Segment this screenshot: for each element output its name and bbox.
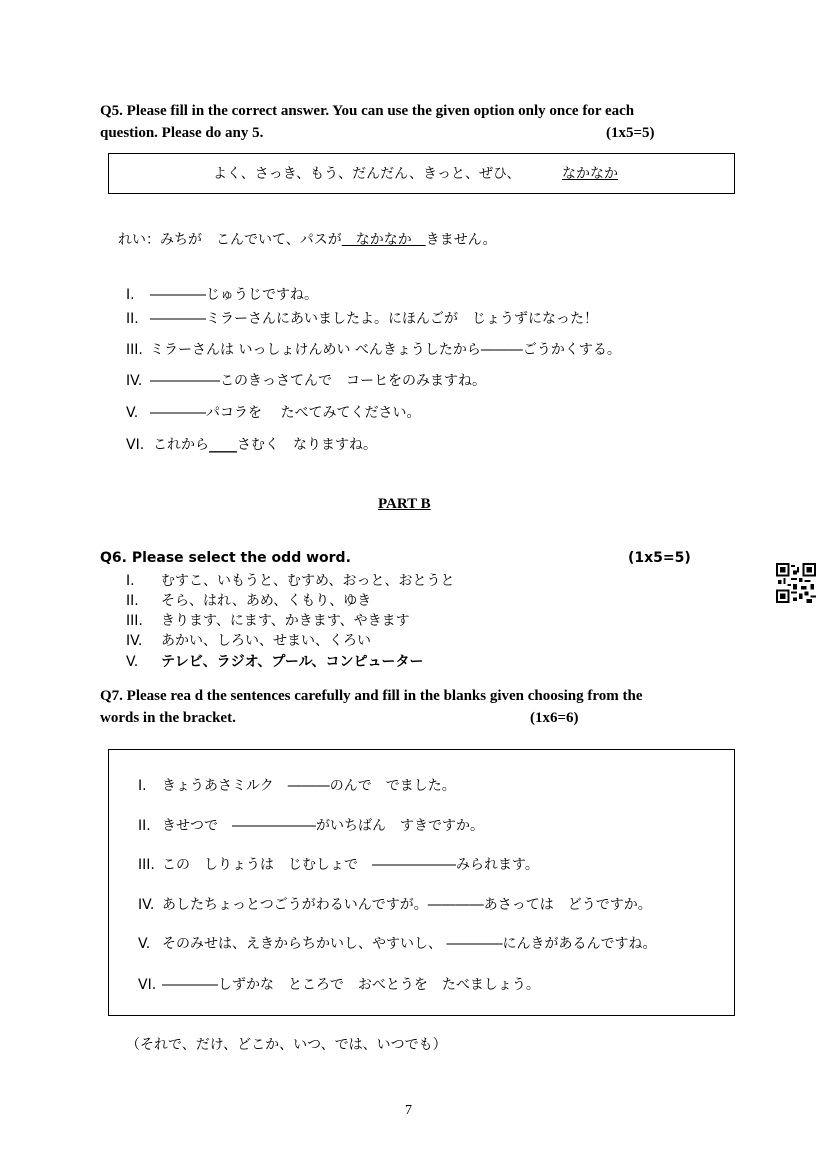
q5-item-6 [126,434,377,454]
q7-sentences-box [108,749,735,1016]
item-text: きります、にます、かきます、やきます [161,613,410,629]
q5-example-prefix: れい：みちが こんでいて、パスが [118,232,342,248]
item-number: II. [138,818,151,834]
q6-item-4 [126,630,371,650]
q5-item-5 [126,402,420,422]
q6-item-3 [126,610,410,630]
q7-bracket-words: （それで、だけ、どこか、いつ、では、いつでも） [126,1037,447,1053]
item-number: II. [126,593,139,609]
item-number: II. [126,311,139,327]
q5-heading-line1: Q5. Please fill in the correct answer. You can use the given option only once for each [100,103,635,119]
item-text: むすこ、いもうと、むすめ、おっと、おとうと [161,573,455,589]
q5-options: よく、さっき、もう、だんだん、きっと、ぜひ、 [213,166,521,182]
item-number: I. [126,573,135,589]
q6-item-5 [126,651,424,671]
q5-item-1 [126,284,318,304]
item-text: きょうあさミルク ―――のんで でました。 [162,778,456,794]
item-text: この しりょうは じむしょで ――――――みられます。 [162,857,539,873]
part-b-heading: PART B [378,496,431,512]
q5-example [118,229,497,249]
item-number: I. [138,778,147,794]
item-text: ――――しずかな ところで おべとうを たべましょう。 [162,977,540,993]
q5-options-box [108,153,735,194]
item-number: IV. [138,897,155,913]
q7-item-2 [138,815,484,835]
q6-marks: (1x5=5) [628,550,691,566]
item-text: きせつで ――――――がいちばん すきですか。 [162,818,484,834]
item-number: I. [126,287,135,303]
item-number: V. [126,654,139,670]
item-number: IV. [126,373,143,389]
q7-item-1 [138,775,456,795]
q5-marks: (1x5=5) [606,125,655,141]
q5-item-2 [126,308,598,328]
item-number: VI. [126,437,145,453]
q5-item-4 [126,370,486,390]
item-number: V. [138,936,151,952]
page-number: 7 [405,1103,412,1118]
item-text: ―――――このきっさてんで コーヒをのみますね。 [150,373,486,389]
item-text: あかい、しろい、せまい、くろい [161,633,371,649]
item-number: III. [138,857,155,873]
q5-heading-line2: question. Please do any 5. [100,125,264,141]
item-text: ミラーさんは いっしょけんめい べんきょうしたから―――ごうかくする。 [150,342,621,358]
q6-heading: Q6. Please select the odd word. [100,550,351,566]
q5-item-3 [126,339,621,359]
q5-example-suffix: きません。 [425,232,497,248]
item-number: V. [126,405,139,421]
item-text: ――――じゅうじですね。 [150,287,318,303]
item-text: あしたちょっとつごうがわるいんですが。――――あさっては どうですか。 [162,897,652,913]
item-text: ――――パコラを たべてみてください。 [150,405,421,421]
item-number: III. [126,613,143,629]
q7-item-5 [138,933,656,953]
item-text: これから [153,437,209,453]
item-text: テレビ、ラジオ、プール、コンピューター [161,654,424,670]
q6-item-2 [126,590,371,610]
q6-item-1 [126,570,454,590]
q7-item-6 [138,974,540,994]
q7-heading-line2: words in the bracket. [100,710,236,726]
q7-heading-line1: Q7. Please rea d the sentences carefully and fill in the blanks given choosing from the [100,688,643,704]
item-blank: ____ [209,437,237,453]
item-number: VI. [138,977,157,993]
item-text: さむく なりますね。 [237,437,377,453]
item-text: ――――ミラーさんにあいましたよ。にほんごが じょうずになった！ [150,311,598,327]
q7-item-3 [138,854,539,874]
item-number: III. [126,342,143,358]
item-text: そら、はれ、あめ、くもり、ゆき [161,593,372,609]
q7-item-4 [138,894,652,914]
q5-options-last: なかなか [562,166,618,182]
item-text: そのみせは、えきからちかいし、やすいし、 ――――にんきがあるんですね。 [162,936,657,952]
q7-marks: (1x6=6) [530,710,579,726]
item-number: IV. [126,633,143,649]
qr-code-icon [776,563,816,603]
q5-example-answer: なかなか [341,232,426,248]
